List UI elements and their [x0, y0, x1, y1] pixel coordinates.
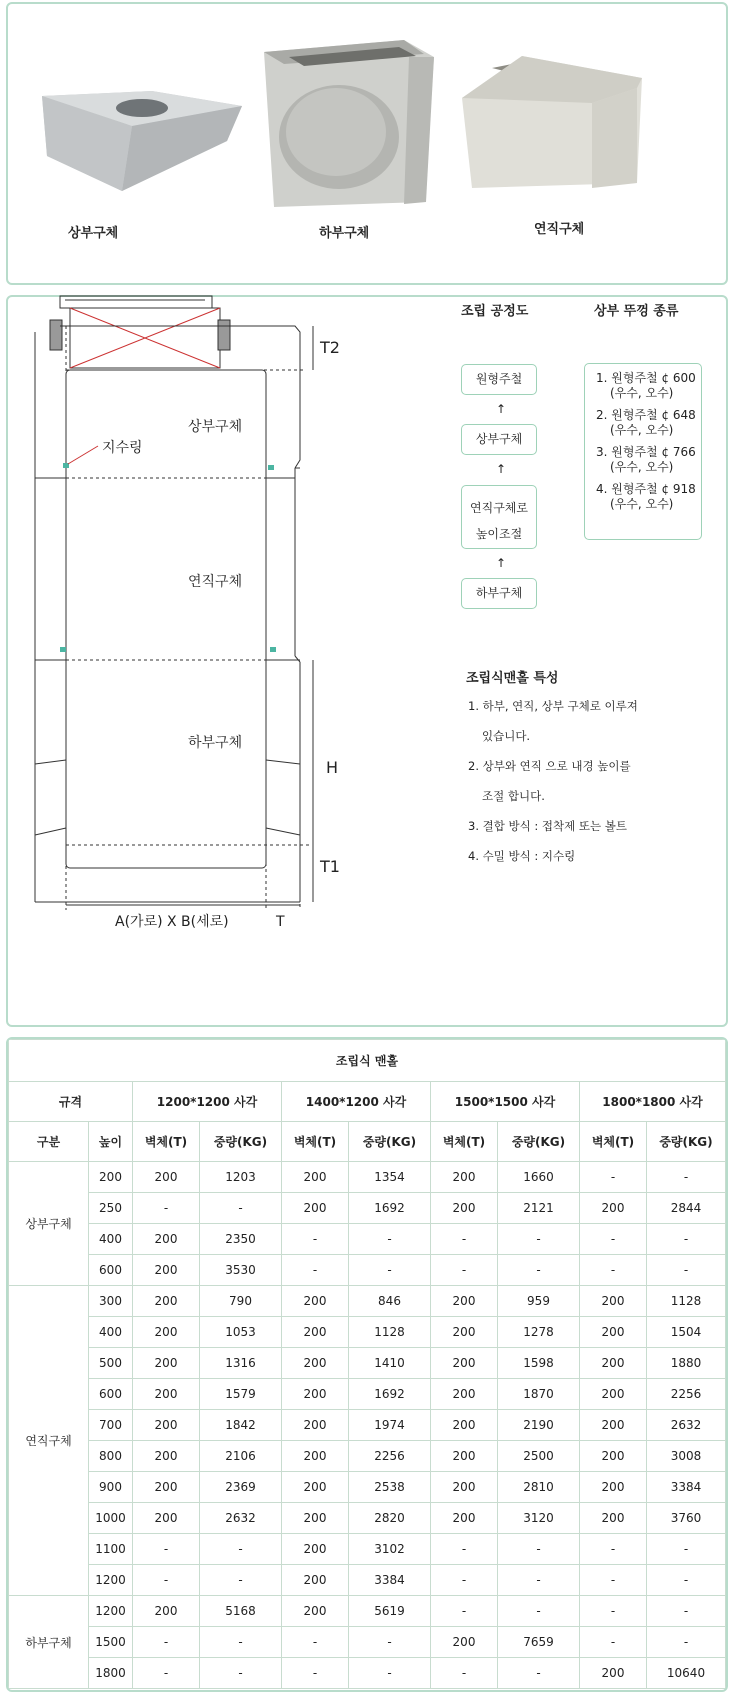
weight-cell: 2632: [200, 1503, 282, 1534]
wall-cell: 200: [431, 1348, 498, 1379]
weight-cell: -: [349, 1224, 431, 1255]
diagram-label-t: T: [276, 914, 285, 930]
weight-cell: 1203: [200, 1162, 282, 1193]
weight-cell: 1660: [498, 1162, 580, 1193]
diagram-label-t2: T2: [320, 338, 340, 357]
height-cell: 1100: [89, 1534, 133, 1565]
wall-cell: 200: [431, 1379, 498, 1410]
wall-cell: 200: [282, 1441, 349, 1472]
weight-cell: -: [498, 1596, 580, 1627]
wall-cell: 200: [282, 1162, 349, 1193]
table-row: [9, 1224, 726, 1255]
weight-cell: -: [647, 1534, 726, 1565]
feature-line: 4. 수밀 방식 : 지수링: [468, 849, 576, 863]
wall-cell: 200: [282, 1348, 349, 1379]
weight-cell: 959: [498, 1286, 580, 1317]
weight-cell: 1842: [200, 1410, 282, 1441]
features-title: 조립식맨홀 특성: [466, 671, 559, 686]
vertical-body-photo: [452, 48, 662, 198]
wall-cell: -: [133, 1627, 200, 1658]
weight-cell: 1354: [349, 1162, 431, 1193]
height-cell: 800: [89, 1441, 133, 1472]
product-label-lower: 하부구체: [319, 226, 370, 241]
diagram-label-ab: A(가로) X B(세로): [115, 914, 229, 930]
height-cell: 250: [89, 1193, 133, 1224]
wall-cell: -: [431, 1224, 498, 1255]
height-cell: 1000: [89, 1503, 133, 1534]
wall-cell: -: [580, 1224, 647, 1255]
weight-cell: 1504: [647, 1317, 726, 1348]
col-type-header: 구분: [9, 1122, 89, 1162]
wall-cell: -: [431, 1596, 498, 1627]
wall-cell: 200: [133, 1286, 200, 1317]
weight-cell: 1410: [349, 1348, 431, 1379]
wall-cell: -: [133, 1565, 200, 1596]
height-cell: 1800: [89, 1658, 133, 1689]
wall-cell: -: [431, 1658, 498, 1689]
weight-cell: 2810: [498, 1472, 580, 1503]
weight-cell: 1974: [349, 1410, 431, 1441]
table-title: 조립식 맨홀: [9, 1040, 726, 1082]
height-cell: 200: [89, 1162, 133, 1193]
table-row: [9, 1627, 726, 1658]
wall-cell: 200: [580, 1379, 647, 1410]
size-header: 1400*1200 사각: [282, 1082, 431, 1122]
table-row: [9, 1472, 726, 1503]
lid-item-name: 1. 원형주철 ¢ 600: [596, 371, 696, 385]
weight-cell: 1692: [349, 1379, 431, 1410]
weight-cell: 2844: [647, 1193, 726, 1224]
weight-cell: -: [349, 1658, 431, 1689]
weight-cell: 2538: [349, 1472, 431, 1503]
weight-cell: -: [498, 1534, 580, 1565]
step-vertical-body: [461, 485, 537, 549]
diagram-label-h: H: [326, 758, 339, 777]
wall-cell: 200: [580, 1348, 647, 1379]
weight-cell: 3008: [647, 1441, 726, 1472]
weight-cell: 2121: [498, 1193, 580, 1224]
col-weight-header: 중량(KG): [498, 1122, 580, 1162]
weight-cell: -: [200, 1627, 282, 1658]
wall-cell: 200: [282, 1503, 349, 1534]
product-photos-panel: [6, 2, 728, 285]
weight-cell: 2256: [647, 1379, 726, 1410]
weight-cell: 3384: [349, 1565, 431, 1596]
manhole-cross-section-diagram: [30, 290, 360, 950]
height-cell: 400: [89, 1317, 133, 1348]
table-row: [9, 1441, 726, 1472]
lid-item: [596, 408, 701, 438]
col-wall-header: 벽체(T): [431, 1122, 498, 1162]
wall-cell: 200: [133, 1379, 200, 1410]
weight-cell: 1053: [200, 1317, 282, 1348]
wall-cell: -: [133, 1658, 200, 1689]
height-cell: 600: [89, 1255, 133, 1286]
height-cell: 700: [89, 1410, 133, 1441]
wall-cell: 200: [133, 1472, 200, 1503]
lid-item-name: 2. 원형주철 ¢ 648: [596, 408, 696, 422]
flow-arrow: ↑: [496, 462, 507, 476]
weight-cell: 2632: [647, 1410, 726, 1441]
wall-cell: 200: [580, 1441, 647, 1472]
weight-cell: 10640: [647, 1658, 726, 1689]
lid-item-sub: (우수, 오수): [610, 497, 674, 511]
table-row: [9, 1503, 726, 1534]
table-row: [9, 1286, 726, 1317]
weight-cell: 3530: [200, 1255, 282, 1286]
table-body: [9, 1162, 726, 1689]
wall-cell: 200: [431, 1286, 498, 1317]
height-cell: 1200: [89, 1596, 133, 1627]
lid-item-sub: (우수, 오수): [610, 423, 674, 437]
lid-type-list: [584, 363, 702, 540]
weight-cell: 1278: [498, 1317, 580, 1348]
weight-cell: 846: [349, 1286, 431, 1317]
lower-body-photo: [244, 32, 444, 212]
wall-cell: 200: [431, 1317, 498, 1348]
weight-cell: 5168: [200, 1596, 282, 1627]
weight-cell: -: [647, 1627, 726, 1658]
weight-cell: 7659: [498, 1627, 580, 1658]
weight-cell: -: [498, 1224, 580, 1255]
weight-cell: -: [647, 1596, 726, 1627]
step-lower-body: 하부구체: [461, 578, 537, 609]
lid-item: [596, 482, 701, 512]
spec-table: [8, 1039, 726, 1689]
wall-cell: 200: [133, 1317, 200, 1348]
weight-cell: 3120: [498, 1503, 580, 1534]
wall-cell: -: [282, 1224, 349, 1255]
wall-cell: 200: [431, 1410, 498, 1441]
height-cell: 600: [89, 1379, 133, 1410]
wall-cell: -: [580, 1565, 647, 1596]
feature-line: 3. 결합 방식 : 접착제 또는 볼트: [468, 819, 627, 833]
size-header: 1800*1800 사각: [580, 1082, 726, 1122]
wall-cell: 200: [282, 1596, 349, 1627]
weight-cell: -: [200, 1565, 282, 1596]
feature-line: 조절 합니다.: [482, 789, 545, 803]
wall-cell: 200: [431, 1472, 498, 1503]
wall-cell: 200: [282, 1472, 349, 1503]
weight-cell: 5619: [349, 1596, 431, 1627]
lid-item: [596, 445, 701, 475]
weight-cell: 1880: [647, 1348, 726, 1379]
lid-item-sub: (우수, 오수): [610, 460, 674, 474]
wall-cell: -: [431, 1534, 498, 1565]
weight-cell: 3384: [647, 1472, 726, 1503]
weight-cell: -: [349, 1627, 431, 1658]
wall-cell: 200: [580, 1286, 647, 1317]
wall-cell: 200: [580, 1658, 647, 1689]
wall-cell: 200: [282, 1565, 349, 1596]
wall-cell: -: [133, 1534, 200, 1565]
weight-cell: -: [498, 1565, 580, 1596]
lid-title: 상부 뚜껑 종류: [594, 304, 679, 319]
wall-cell: 200: [431, 1627, 498, 1658]
flow-arrow: ↑: [496, 402, 507, 416]
wall-cell: 200: [133, 1348, 200, 1379]
height-cell: 500: [89, 1348, 133, 1379]
wall-cell: 200: [431, 1441, 498, 1472]
wall-cell: 200: [133, 1596, 200, 1627]
table-row: [9, 1658, 726, 1689]
wall-cell: 200: [133, 1410, 200, 1441]
wall-cell: 200: [133, 1503, 200, 1534]
weight-cell: -: [349, 1255, 431, 1286]
weight-cell: 2500: [498, 1441, 580, 1472]
spec-table-panel: [6, 1037, 728, 1692]
wall-cell: -: [580, 1162, 647, 1193]
weight-cell: 790: [200, 1286, 282, 1317]
wall-cell: 200: [133, 1162, 200, 1193]
wall-cell: -: [282, 1255, 349, 1286]
diagram-label-ring: 지수링: [102, 440, 143, 456]
weight-cell: -: [200, 1193, 282, 1224]
spec-label: 규격: [9, 1082, 133, 1122]
size-header: 1500*1500 사각: [431, 1082, 580, 1122]
feature-line: 있습니다.: [482, 729, 531, 743]
wall-cell: 200: [282, 1286, 349, 1317]
wall-cell: 200: [282, 1410, 349, 1441]
assembly-title: 조립 공정도: [461, 304, 529, 319]
table-row: [9, 1348, 726, 1379]
wall-cell: 200: [580, 1472, 647, 1503]
wall-cell: -: [133, 1193, 200, 1224]
col-weight-header: 중량(KG): [200, 1122, 282, 1162]
weight-cell: -: [647, 1162, 726, 1193]
table-row: [9, 1255, 726, 1286]
lid-item-name: 4. 원형주철 ¢ 918: [596, 482, 696, 496]
product-label-vertical: 연직구체: [534, 222, 585, 237]
diagram-label-vertical: 연직구체: [188, 574, 243, 590]
weight-cell: 1692: [349, 1193, 431, 1224]
group-name-cell: 연직구체: [9, 1286, 89, 1596]
wall-cell: -: [282, 1658, 349, 1689]
weight-cell: -: [647, 1255, 726, 1286]
step-vertical-line1: 연직구체로: [470, 501, 528, 515]
wall-cell: 200: [133, 1441, 200, 1472]
table-row: [9, 1534, 726, 1565]
weight-cell: -: [200, 1658, 282, 1689]
upper-body-photo: [32, 86, 257, 196]
height-cell: 1500: [89, 1627, 133, 1658]
wall-cell: 200: [580, 1503, 647, 1534]
wall-cell: 200: [133, 1255, 200, 1286]
weight-cell: -: [200, 1534, 282, 1565]
group-name-cell: 하부구체: [9, 1596, 89, 1689]
product-label-upper: 상부구체: [68, 226, 119, 241]
wall-cell: 200: [431, 1193, 498, 1224]
table-row: [9, 1565, 726, 1596]
wall-cell: 200: [580, 1317, 647, 1348]
table-row: [9, 1193, 726, 1224]
step-vertical-line2: 높이조절: [475, 527, 523, 541]
weight-cell: 1598: [498, 1348, 580, 1379]
height-cell: 300: [89, 1286, 133, 1317]
height-cell: 900: [89, 1472, 133, 1503]
wall-cell: -: [580, 1596, 647, 1627]
wall-cell: 200: [282, 1534, 349, 1565]
size-header: 1200*1200 사각: [133, 1082, 282, 1122]
feature-line: 1. 하부, 연직, 상부 구체로 이루져: [468, 699, 638, 713]
table-row: [9, 1162, 726, 1193]
weight-cell: 2190: [498, 1410, 580, 1441]
flow-arrow: ↑: [496, 556, 507, 570]
wall-cell: -: [431, 1565, 498, 1596]
wall-cell: 200: [282, 1317, 349, 1348]
lid-item-name: 3. 원형주철 ¢ 766: [596, 445, 696, 459]
col-weight-header: 중량(KG): [349, 1122, 431, 1162]
step-cast-iron: 원형주철: [461, 364, 537, 395]
diagram-label-lower: 하부구체: [188, 735, 243, 751]
wall-cell: -: [431, 1255, 498, 1286]
wall-cell: 200: [133, 1224, 200, 1255]
table-row: [9, 1410, 726, 1441]
weight-cell: 2350: [200, 1224, 282, 1255]
wall-cell: 200: [282, 1379, 349, 1410]
wall-cell: -: [282, 1627, 349, 1658]
weight-cell: 2820: [349, 1503, 431, 1534]
height-cell: 1200: [89, 1565, 133, 1596]
group-name-cell: 상부구체: [9, 1162, 89, 1286]
diagram-label-t1: T1: [320, 857, 340, 876]
weight-cell: 1316: [200, 1348, 282, 1379]
weight-cell: -: [647, 1565, 726, 1596]
col-height-header: 높이: [89, 1122, 133, 1162]
table-row: [9, 1596, 726, 1627]
weight-cell: 1128: [349, 1317, 431, 1348]
col-wall-header: 벽체(T): [282, 1122, 349, 1162]
table-row: [9, 1317, 726, 1348]
weight-cell: -: [498, 1658, 580, 1689]
wall-cell: 200: [431, 1503, 498, 1534]
col-wall-header: 벽체(T): [580, 1122, 647, 1162]
wall-cell: 200: [580, 1410, 647, 1441]
step-upper-body: 상부구체: [461, 424, 537, 455]
wall-cell: 200: [431, 1162, 498, 1193]
weight-cell: -: [647, 1224, 726, 1255]
weight-cell: 2106: [200, 1441, 282, 1472]
diagram-label-upper: 상부구체: [188, 419, 243, 435]
wall-cell: -: [580, 1255, 647, 1286]
wall-cell: -: [580, 1627, 647, 1658]
table-row: [9, 1379, 726, 1410]
height-cell: 400: [89, 1224, 133, 1255]
lid-item-sub: (우수, 오수): [610, 386, 674, 400]
col-weight-header: 중량(KG): [647, 1122, 726, 1162]
wall-cell: 200: [282, 1193, 349, 1224]
weight-cell: 3102: [349, 1534, 431, 1565]
wall-cell: -: [580, 1534, 647, 1565]
col-wall-header: 벽체(T): [133, 1122, 200, 1162]
weight-cell: -: [498, 1255, 580, 1286]
lid-item: [596, 371, 701, 401]
weight-cell: 1579: [200, 1379, 282, 1410]
feature-line: 2. 상부와 연직 으로 내경 높이를: [468, 759, 631, 773]
wall-cell: 200: [580, 1193, 647, 1224]
weight-cell: 3760: [647, 1503, 726, 1534]
weight-cell: 1128: [647, 1286, 726, 1317]
weight-cell: 2256: [349, 1441, 431, 1472]
weight-cell: 2369: [200, 1472, 282, 1503]
weight-cell: 1870: [498, 1379, 580, 1410]
